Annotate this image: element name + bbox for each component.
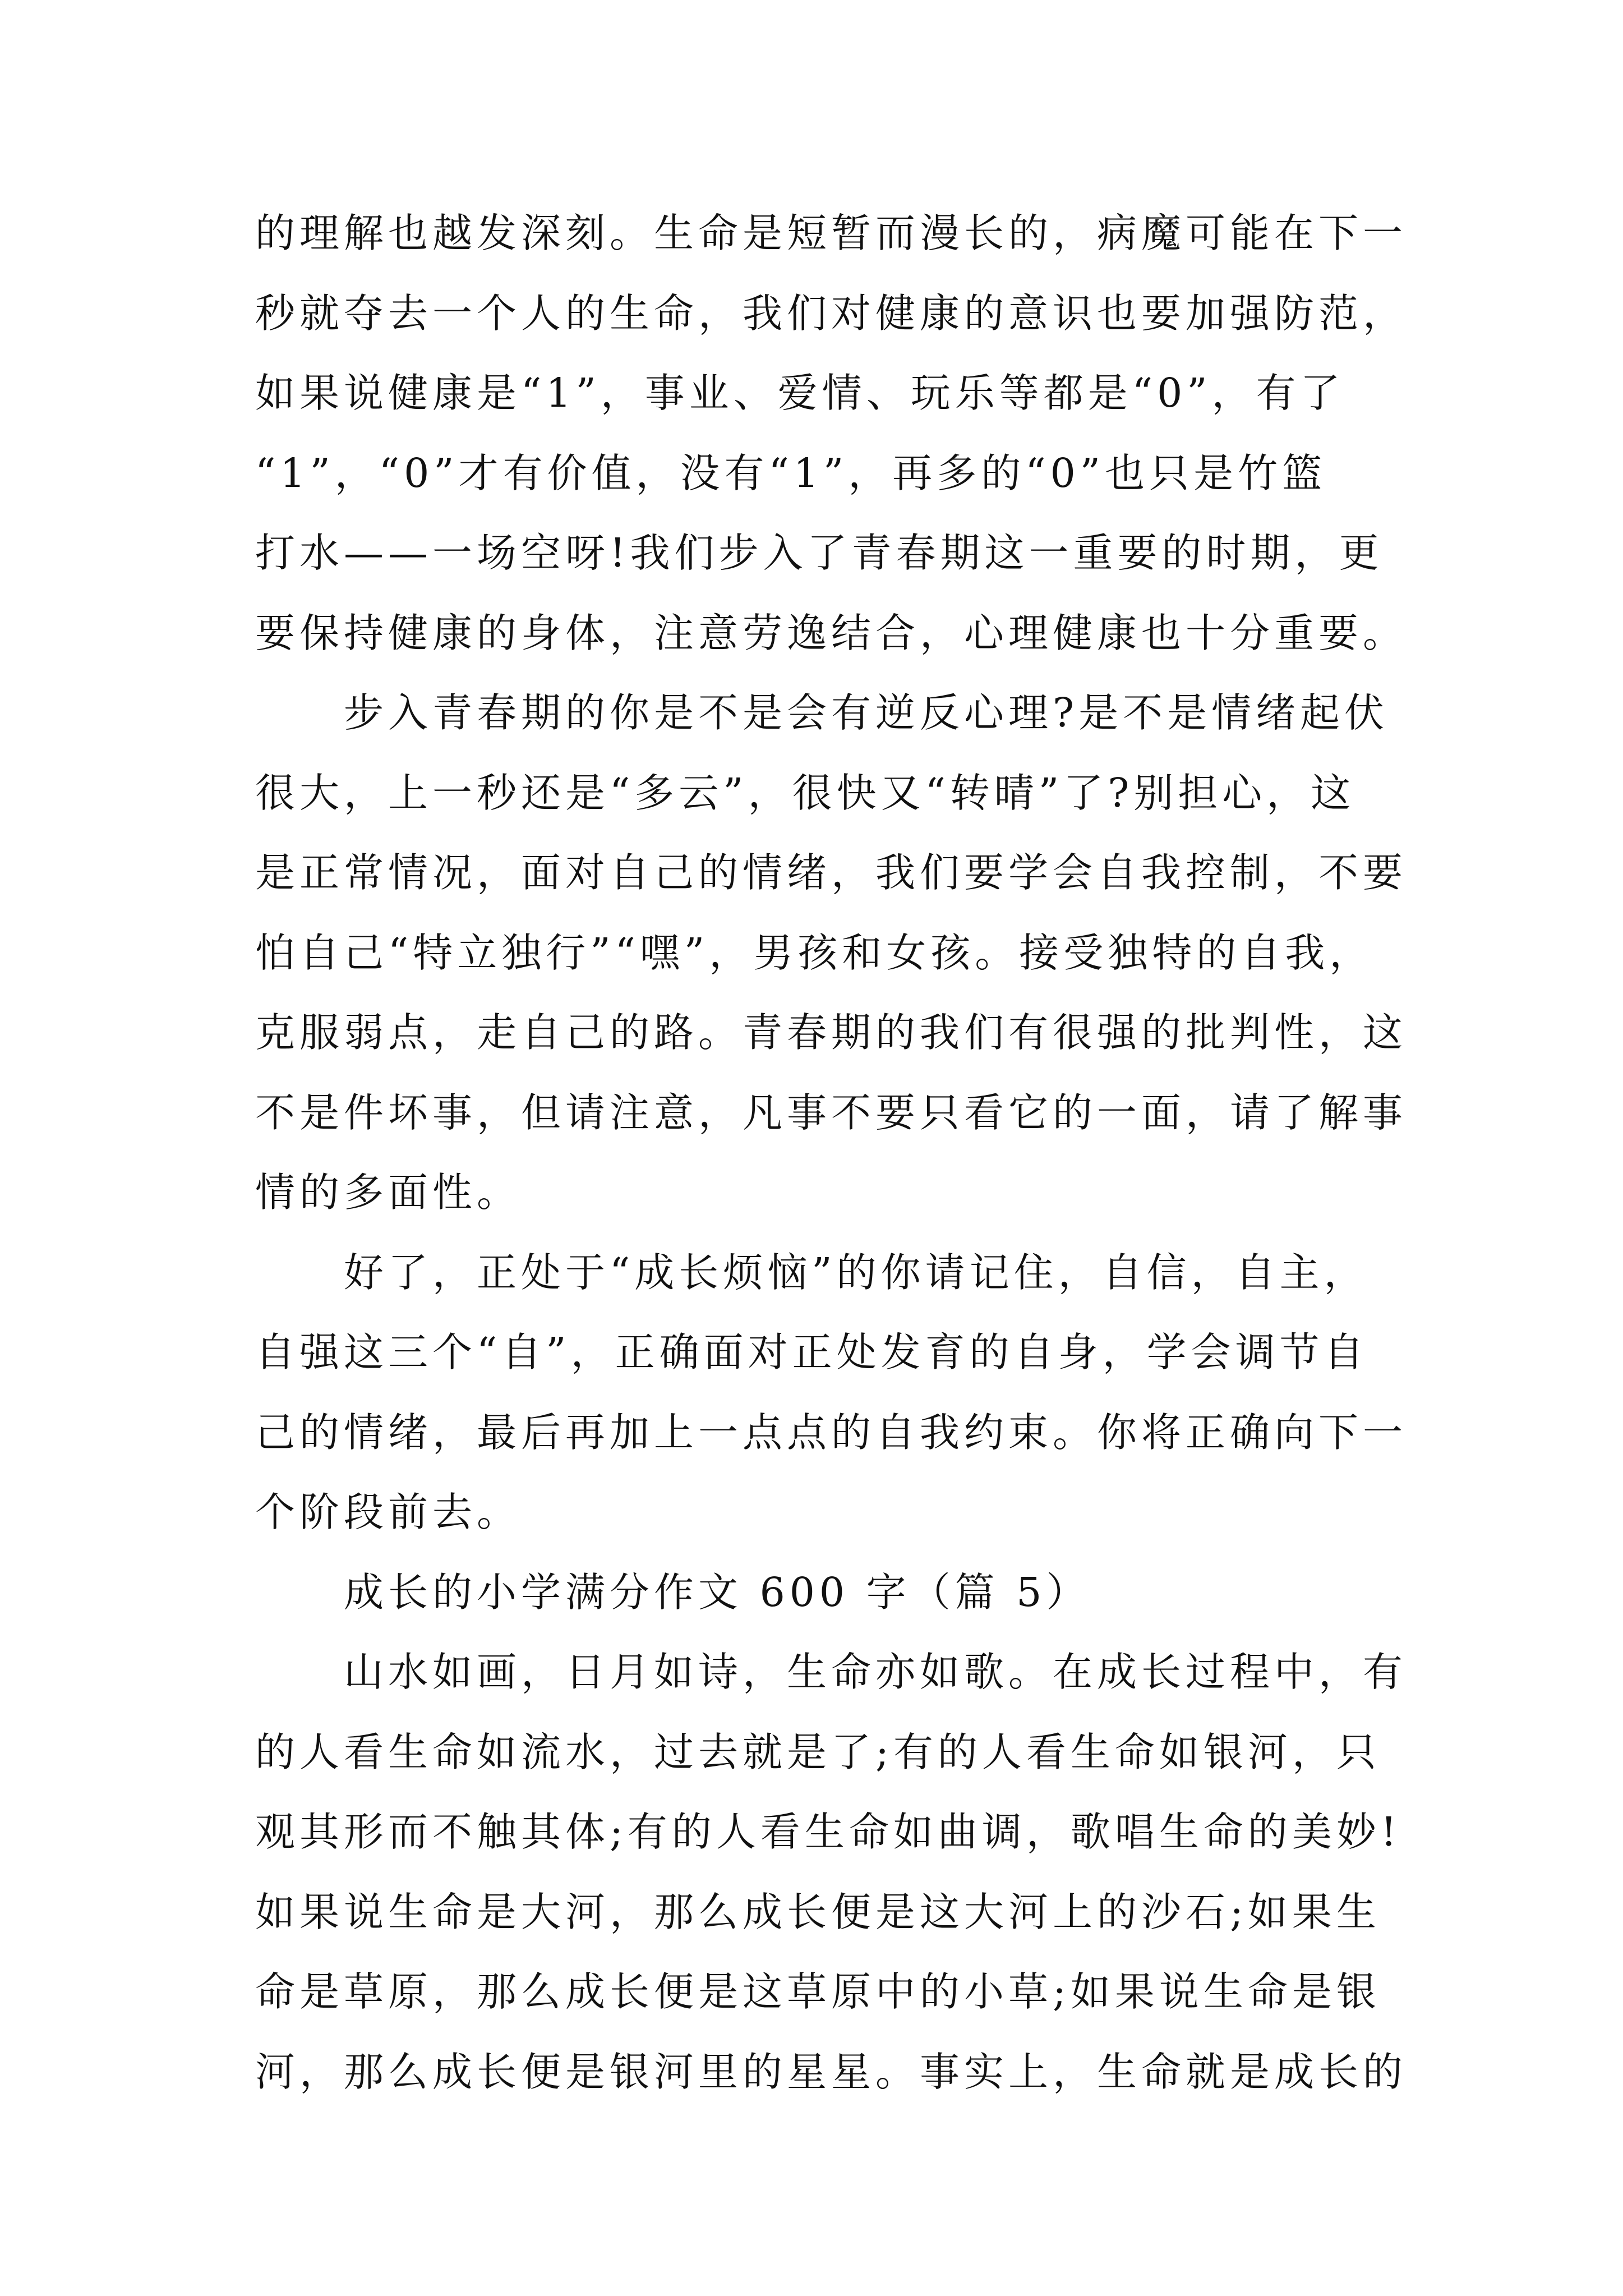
text-line: 克服弱点，走自己的路。青春期的我们有很强的批判性，这 (255, 1009, 1408, 1056)
text-line: 很大，上一秒还是“多云”，很快又“转晴”了?别担心，这 (255, 769, 1355, 816)
text-line: 情的多面性。 (255, 1169, 522, 1216)
text-line: 好了，正处于“成长烦恼”的你请记住，自信，自主， (255, 1249, 1368, 1296)
text-line: 自强这三个“自”，正确面对正处发育的自身，学会调节自 (255, 1329, 1368, 1375)
text-line: 成长的小学满分作文 600 字（篇 5） (255, 1568, 1091, 1616)
text-line: 步入青春期的你是不是会有逆反心理?是不是情绪起伏 (255, 689, 1389, 736)
text-line: 个阶段前去。 (255, 1489, 522, 1535)
text-line: 如果说健康是“1”，事业、爱情、玩乐等都是“0”，有了 (255, 370, 1345, 416)
text-line: 要保持健康的身体，注意劳逸结合，心理健康也十分重要。 (255, 609, 1408, 656)
text-line: 的人看生命如流水，过去就是了;有的人看生命如银河，只 (255, 1728, 1381, 1775)
body-text (255, 194, 1408, 2112)
text-line: 命是草原，那么成长便是这草原中的小草;如果说生命是银 (255, 1968, 1381, 2015)
text-line: 己的情绪，最后再加上一点点的自我约束。你将正确向下一 (255, 1409, 1408, 1456)
text-line: 是正常情况，面对自己的情绪，我们要学会自我控制，不要 (255, 849, 1408, 896)
text-line: 打水——一场空呀!我们步入了青春期这一重要的时期，更 (255, 530, 1384, 576)
text-line: 的理解也越发深刻。生命是短暂而漫长的，病魔可能在下一 (255, 210, 1408, 256)
text-line: 秒就夺去一个人的生命，我们对健康的意识也要加强防范， (255, 289, 1408, 337)
text-line: 怕自己“特立独行”“嘿”，男孩和女孩。接受独特的自我， (255, 929, 1374, 976)
text-line: 不是件坏事，但请注意，凡事不要只看它的一面，请了解事 (255, 1089, 1408, 1136)
text-line: 山水如画，日月如诗，生命亦如歌。在成长过程中，有 (255, 1649, 1408, 1695)
text-line: 如果说生命是大河，那么成长便是这大河上的沙石;如果生 (255, 1888, 1381, 1935)
text-line: 观其形而不触其体;有的人看生命如曲调，歌唱生命的美妙! (255, 1809, 1401, 1855)
text-line: “1”，“0”才有价值，没有“1”，再多的“0”也只是竹篮 (255, 449, 1327, 496)
text-line: 河，那么成长便是银河里的星星。事实上，生命就是成长的 (255, 2048, 1408, 2095)
